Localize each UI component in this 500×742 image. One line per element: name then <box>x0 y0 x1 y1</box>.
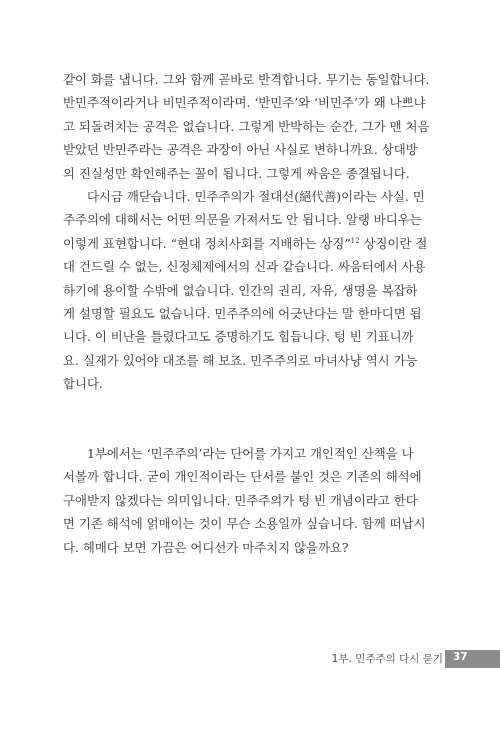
text-line: 고 되돌려치는 공격은 없습니다. 그렇게 반박하는 순간, 그가 맨 처음 <box>63 118 430 134</box>
text-line: 다. 헤매다 보면 가끔은 어디선가 마주치지 않을까요? <box>63 539 349 555</box>
text-line: 받았던 반민주라는 공격은 과장이 아닌 사실로 변하니까요. 상대방 <box>63 142 418 158</box>
text-line <box>63 232 437 255</box>
text-line: 반민주적이라거나 비민주적이라며. ‘반민주’와 ‘비민주’가 왜 나쁘냐 <box>63 95 426 111</box>
text-line: 면 기존 해석에 얽매이는 것이 무슨 소용일까 싶습니다. 함께 떠납시 <box>63 516 426 532</box>
text-line: 같이 화를 냅니다. 그와 함께 곧바로 반격합니다. 무기는 동일합니다. <box>63 72 430 87</box>
text-line: 1부에서는 ‘민주주의’라는 단어를 가지고 개인적인 산책을 나 <box>87 446 414 461</box>
text-line: 니다. 이 비난을 틀렸다고도 증명하기도 힘듭니다. 텅 빈 기표니까 <box>63 329 414 345</box>
page-footer <box>0 650 500 668</box>
text-line: 하기에 용이할 수밖에 없습니다. 인간의 권리, 자유, 생명을 복잡하 <box>63 282 418 298</box>
text-line: 합니다. <box>63 376 103 392</box>
text-line: 다시금 깨닫습니다. 민주주의가 절대선(絕代善)이라는 사실. 민 <box>87 188 425 204</box>
text-line: 서볼까 합니다. 굳이 개인적이라는 단서를 붙인 것은 기존의 해석에 <box>63 469 422 485</box>
body-text <box>63 442 437 559</box>
text-line: 주주의에 대해서는 어떤 의문을 가져서도 안 됩니다. 알랭 바디우는 <box>63 212 422 228</box>
text-fragment: 상징이란 절 <box>359 235 428 251</box>
text-line: 요. 실재가 있어야 대조를 해 보죠. 민주주의로 마녀사냥 역시 가능 <box>63 352 418 368</box>
text-line: 의 진실성만 확인해주는 꼴이 됩니다. 그렇게 싸움은 종결됩니다. <box>63 165 410 181</box>
body-text <box>63 68 437 395</box>
text-line: 구애받지 않겠다는 의미입니다. 민주주의가 텅 빈 개념이라고 한다 <box>63 492 418 508</box>
running-title: 1부. 민주주의 다시 묻기 <box>331 653 443 665</box>
text-line: 게 설명할 필요도 없습니다. 민주주의에 어긋난다는 말 한마디면 됩 <box>63 305 422 321</box>
text-line: 대 건드릴 수 없는, 신정체제에서의 신과 같습니다. 싸움터에서 사용 <box>63 259 426 275</box>
page-number: 37 <box>453 651 468 663</box>
text-fragment: 이렇게 표현합니다. “현대 정치사회를 지배하는 상징” <box>63 235 351 251</box>
footnote-ref: 12 <box>350 236 360 245</box>
